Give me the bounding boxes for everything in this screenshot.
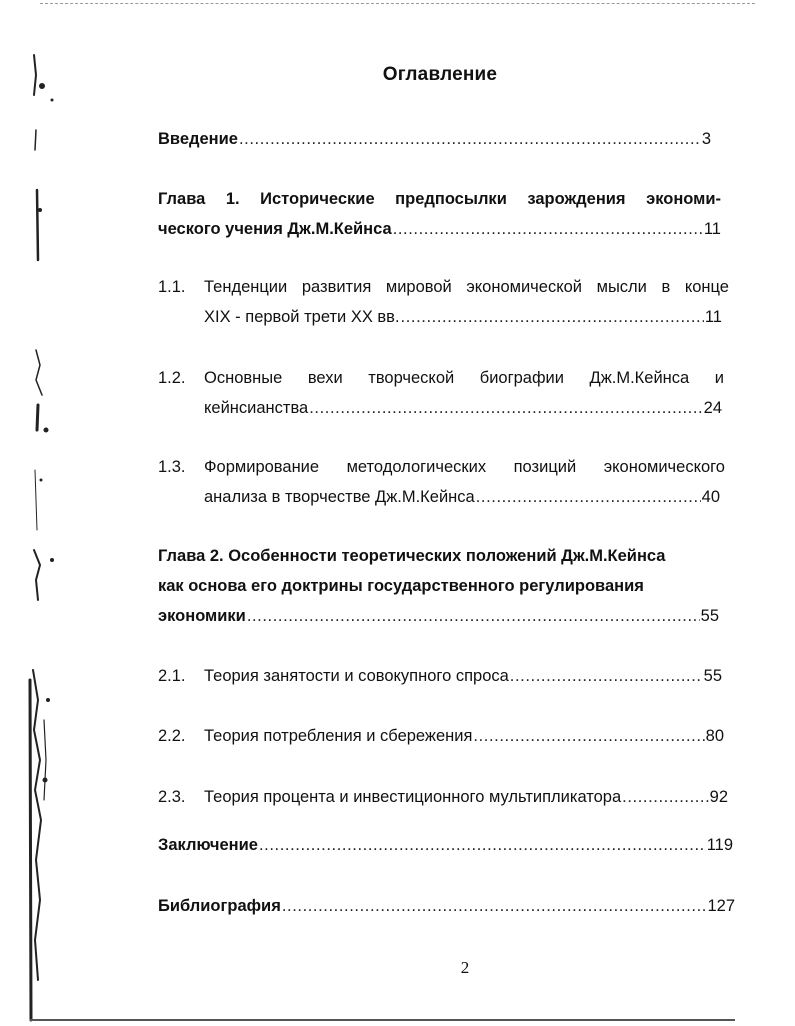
toc-entry-bibliography — [158, 891, 735, 921]
toc-entry-page: 80 — [705, 727, 724, 745]
toc-entry-page: 40 — [701, 488, 720, 506]
toc-entry-page: 24 — [703, 399, 722, 417]
toc-section-title-line: кейнсианства — [204, 399, 309, 417]
toc-chapter-title-line: экономики — [158, 607, 246, 625]
dot-leader — [309, 393, 702, 423]
toc-section-number: 1.2. — [158, 369, 186, 387]
toc-entry-page: 11 — [703, 220, 721, 238]
toc-section-title-line: Теория потребления и сбережения — [204, 727, 473, 745]
dot-leader — [473, 721, 704, 751]
dot-leader — [282, 891, 707, 921]
toc-entry-page: 55 — [700, 607, 719, 625]
toc-chapter-2 — [158, 541, 719, 631]
page-number: 2 — [460, 958, 470, 977]
toc-chapter-title-line: как основа его доктрины государственного регулирования — [158, 577, 644, 595]
dot-leader — [401, 302, 704, 332]
toc-section-title-line: анализа в творчестве Дж.М.Кейнса — [204, 488, 475, 506]
toc-section-2-2 — [204, 721, 729, 751]
dot-leader — [247, 601, 700, 631]
toc-section-1-3 — [204, 452, 729, 512]
dot-leader — [393, 214, 703, 244]
toc-entry-label: Введение — [158, 130, 238, 148]
toc-entry-page: 119 — [706, 836, 733, 854]
toc-entry-page: 3 — [701, 130, 711, 148]
toc-section-2-1 — [204, 661, 729, 691]
toc-section-number: 1.1. — [158, 278, 186, 296]
toc-chapter-title-line: ческого учения Дж.М.Кейнса — [158, 220, 392, 238]
toc-section-title-line: Теория процента и инвестиционного мультипликатора — [204, 788, 622, 806]
toc-entry-page: 11 — [704, 308, 722, 326]
dot-leader — [510, 661, 703, 691]
toc-section-2-3 — [204, 782, 729, 812]
toc-entry-label: Заключение — [158, 836, 258, 854]
toc-entry-conclusion — [158, 830, 733, 860]
page-title: Оглавление — [382, 64, 498, 85]
toc-chapter-title-line: Глава 1. Исторические предпосылки зарождения экономи- — [158, 190, 721, 208]
toc-entry-label: Библиография — [158, 897, 281, 915]
dot-leader — [259, 830, 706, 860]
toc-chapter-1 — [158, 184, 721, 244]
toc-entry-page: 55 — [703, 667, 722, 685]
toc-section-number: 2.1. — [158, 667, 186, 685]
toc-section-title-line: Тенденции развития мировой экономической мысли в конце — [204, 278, 729, 296]
dot-leader — [239, 124, 701, 154]
dot-leader — [476, 482, 701, 512]
toc-section-number: 2.2. — [158, 727, 186, 745]
toc-entry-intro — [158, 124, 711, 154]
toc-section-title-line: Основные вехи творческой биографии Дж.М.Кейнса и — [204, 369, 724, 387]
toc-entry-page: 127 — [707, 897, 735, 915]
dot-leader — [622, 782, 708, 812]
scan-bottom-edge — [30, 1019, 735, 1021]
toc-section-number: 2.3. — [158, 788, 186, 806]
toc-section-1-2 — [204, 363, 729, 423]
toc-section-number: 1.3. — [158, 458, 186, 476]
toc-section-title-line: Формирование методологических позиций экономического — [204, 458, 725, 476]
scan-binding-edge — [0, 0, 58, 1026]
toc-section-title-line: Теория занятости и совокупного спроса — [204, 667, 509, 685]
scan-top-edge — [40, 3, 755, 4]
toc-section-1-1 — [204, 272, 729, 332]
toc-entry-page: 92 — [709, 788, 728, 806]
toc-chapter-title-line: Глава 2. Особенности теоретических положений Дж.М.Кейнса — [158, 547, 666, 565]
toc-section-title-line: XIX - первой трети XX вв. — [204, 308, 400, 326]
